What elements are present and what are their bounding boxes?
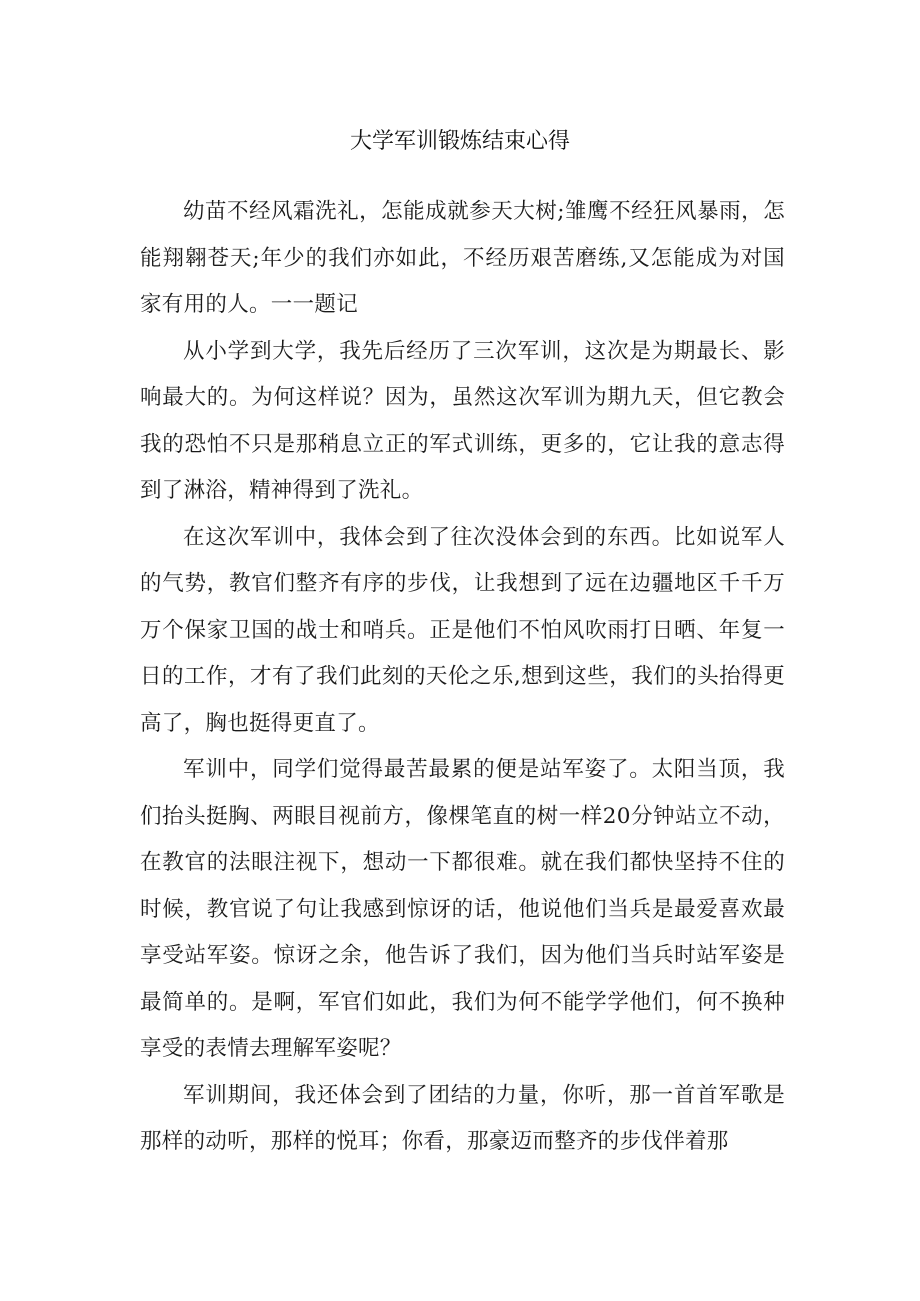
document-title: 大学军训锻炼结束心得 [349, 129, 570, 154]
paragraph-standing-posture: 军训中，同学们觉得最苦最累的便是站军姿了。太阳当顶，我们抬头挺胸、两眼目视前方，像棵笔直的树一样20分钟站立不动，在教官的法眼注视下，想动一下都很难。就在我们都快坚持不住的时候，教官说了句让我感到惊讶的话，他说他们当兵是最爱喜欢最享受站军姿。惊讶之余，他告诉了我们，因为他们当兵时站军姿是最简单的。是啊，军官们如此，我们为何不能学学他们，何不换种享受的表情去理解军姿呢？ [140, 757, 785, 1061]
paragraph-epigraph: 幼苗不经风霜洗礼，怎能成就参天大树;雏鹰不经狂风暴雨，怎能翔翱苍天;年少的我们亦如此，不经历艰苦磨练,又怎能成为对国家有用的人。一一题记 [140, 199, 785, 317]
paragraph-military-training-intro: 从小学到大学，我先后经历了三次军训，这次是为期最长、影响最大的。为何这样说？因为，虽然这次军训为期九天，但它教会我的恐怕不只是那稍息立正的军式训练，更多的，它让我的意志得到了淋浴，精神得到了洗礼。 [140, 338, 785, 503]
paragraph-soldier-spirit: 在这次军训中，我体会到了往次没体会到的东西。比如说军人的气势，教官们整齐有序的步伐，让我想到了远在边疆地区千千万万个保家卫国的战士和哨兵。正是他们不怕风吹雨打日晒、年复一日的工作，才有了我们此刻的天伦之乐,想到这些，我们的头抬得更高了，胸也挺得更直了。 [140, 524, 785, 736]
document-body [140, 189, 785, 1166]
paragraph-unity: 军训期间，我还体会到了团结的力量，你听，那一首首军歌是那样的动听，那样的悦耳；你看，那豪迈而整齐的步伐伴着那 [140, 1082, 785, 1154]
